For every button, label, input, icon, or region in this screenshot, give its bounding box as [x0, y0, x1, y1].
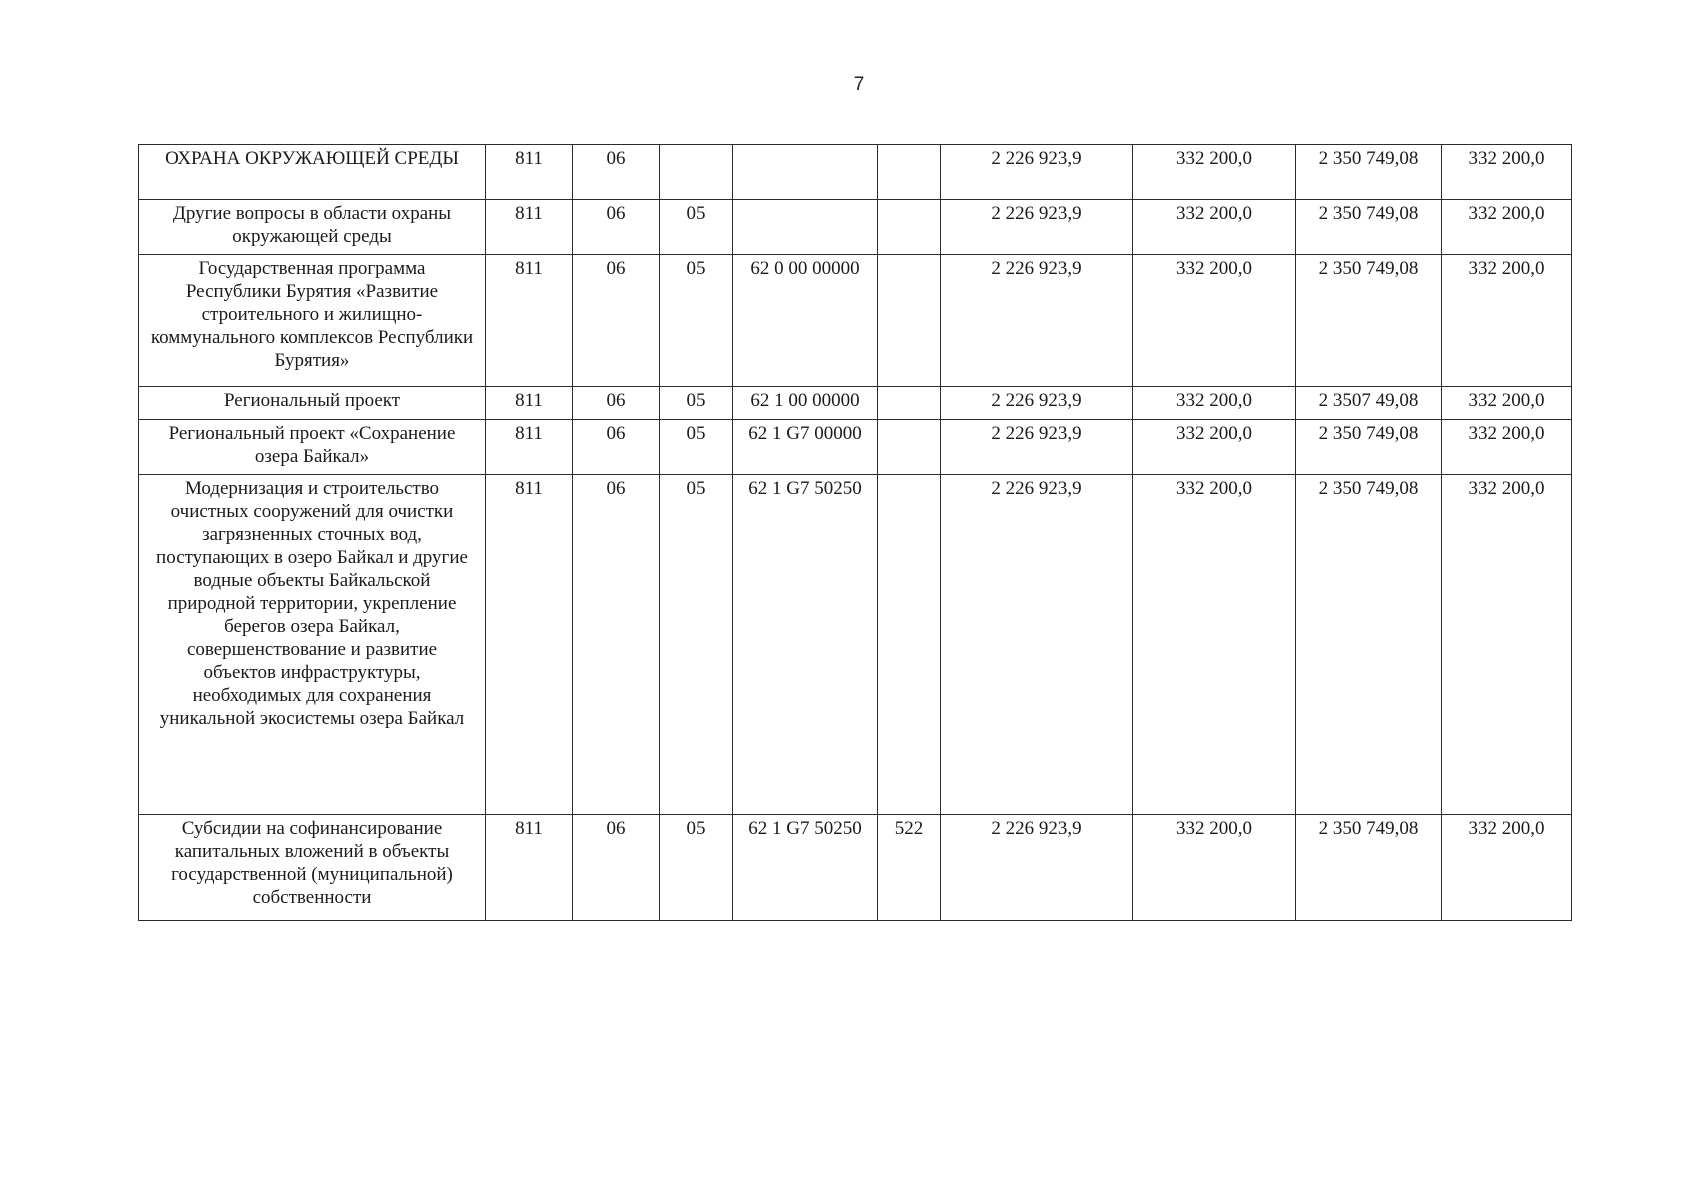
- row-name-cell: Государственная программа Республики Бурятия «Развитие строительного и жилищно-коммунального комплексов Республики Бурятия»: [139, 255, 486, 387]
- amount-cell-2: 332 200,0: [1133, 420, 1296, 475]
- amount-cell-4: 332 200,0: [1442, 145, 1572, 200]
- expense-type-cell: [878, 475, 941, 815]
- subsection-cell: 05: [660, 815, 733, 921]
- expense-type-cell: [878, 420, 941, 475]
- grbs-cell: 811: [486, 255, 573, 387]
- amount-cell-1: 2 226 923,9: [941, 145, 1133, 200]
- amount-cell-1: 2 226 923,9: [941, 420, 1133, 475]
- grbs-cell: 811: [486, 475, 573, 815]
- amount-cell-3: 2 350 749,08: [1296, 255, 1442, 387]
- amount-cell-3: 2 350 749,08: [1296, 475, 1442, 815]
- section-cell: 06: [573, 420, 660, 475]
- row-name-cell: Субсидии на софинансирование капитальных вложений в объекты государственной (муниципальной) собственности: [139, 815, 486, 921]
- amount-cell-4: 332 200,0: [1442, 200, 1572, 255]
- target-article-cell: 62 1 G7 50250: [733, 475, 878, 815]
- amount-cell-2: 332 200,0: [1133, 145, 1296, 200]
- row-name-cell: Модернизация и строительство очистных сооружений для очистки загрязненных сточных вод, поступающих в озеро Байкал и другие водные объекты Байкальской природной территории, укрепление берегов озера Байкал, совершенствование и развитие объектов инфраструктуры, необходимых для сохранения уникальной экосистемы озера Байкал: [139, 475, 486, 815]
- expense-type-cell: [878, 145, 941, 200]
- table-row: [139, 255, 1572, 387]
- amount-cell-2: 332 200,0: [1133, 255, 1296, 387]
- amount-cell-2: 332 200,0: [1133, 387, 1296, 420]
- subsection-cell: 05: [660, 200, 733, 255]
- budget-table: [138, 144, 1572, 921]
- grbs-cell: 811: [486, 420, 573, 475]
- row-name-cell: ОХРАНА ОКРУЖАЮЩЕЙ СРЕДЫ: [139, 145, 486, 200]
- expense-type-cell: [878, 200, 941, 255]
- section-cell: 06: [573, 387, 660, 420]
- amount-cell-2: 332 200,0: [1133, 200, 1296, 255]
- amount-cell-1: 2 226 923,9: [941, 200, 1133, 255]
- table-row: [139, 420, 1572, 475]
- expense-type-cell: 522: [878, 815, 941, 921]
- table-row: [139, 475, 1572, 815]
- target-article-cell: 62 1 00 00000: [733, 387, 878, 420]
- amount-cell-4: 332 200,0: [1442, 815, 1572, 921]
- row-name-cell: Другие вопросы в области охраны окружающей среды: [139, 200, 486, 255]
- page-number: 7: [853, 74, 865, 95]
- amount-cell-4: 332 200,0: [1442, 420, 1572, 475]
- amount-cell-3: 2 350 749,08: [1296, 200, 1442, 255]
- amount-cell-4: 332 200,0: [1442, 475, 1572, 815]
- table-row: [139, 387, 1572, 420]
- amount-cell-2: 332 200,0: [1133, 475, 1296, 815]
- section-cell: 06: [573, 475, 660, 815]
- table-row: [139, 145, 1572, 200]
- amount-cell-1: 2 226 923,9: [941, 387, 1133, 420]
- target-article-cell: 62 0 00 00000: [733, 255, 878, 387]
- table-row: [139, 200, 1572, 255]
- expense-type-cell: [878, 255, 941, 387]
- section-cell: 06: [573, 815, 660, 921]
- amount-cell-3: 2 350 749,08: [1296, 815, 1442, 921]
- subsection-cell: 05: [660, 420, 733, 475]
- amount-cell-1: 2 226 923,9: [941, 815, 1133, 921]
- section-cell: 06: [573, 255, 660, 387]
- target-article-cell: 62 1 G7 50250: [733, 815, 878, 921]
- grbs-cell: 811: [486, 145, 573, 200]
- amount-cell-3: 2 3507 49,08: [1296, 387, 1442, 420]
- amount-cell-3: 2 350 749,08: [1296, 420, 1442, 475]
- subsection-cell: [660, 145, 733, 200]
- section-cell: 06: [573, 200, 660, 255]
- amount-cell-1: 2 226 923,9: [941, 475, 1133, 815]
- expense-type-cell: [878, 387, 941, 420]
- target-article-cell: 62 1 G7 00000: [733, 420, 878, 475]
- grbs-cell: 811: [486, 200, 573, 255]
- subsection-cell: 05: [660, 475, 733, 815]
- amount-cell-4: 332 200,0: [1442, 387, 1572, 420]
- amount-cell-2: 332 200,0: [1133, 815, 1296, 921]
- target-article-cell: [733, 200, 878, 255]
- table-row: [139, 815, 1572, 921]
- amount-cell-3: 2 350 749,08: [1296, 145, 1442, 200]
- amount-cell-1: 2 226 923,9: [941, 255, 1133, 387]
- grbs-cell: 811: [486, 387, 573, 420]
- grbs-cell: 811: [486, 815, 573, 921]
- section-cell: 06: [573, 145, 660, 200]
- row-name-cell: Региональный проект «Сохранение озера Байкал»: [139, 420, 486, 475]
- subsection-cell: 05: [660, 387, 733, 420]
- target-article-cell: [733, 145, 878, 200]
- amount-cell-4: 332 200,0: [1442, 255, 1572, 387]
- subsection-cell: 05: [660, 255, 733, 387]
- row-name-cell: Региональный проект: [139, 387, 486, 420]
